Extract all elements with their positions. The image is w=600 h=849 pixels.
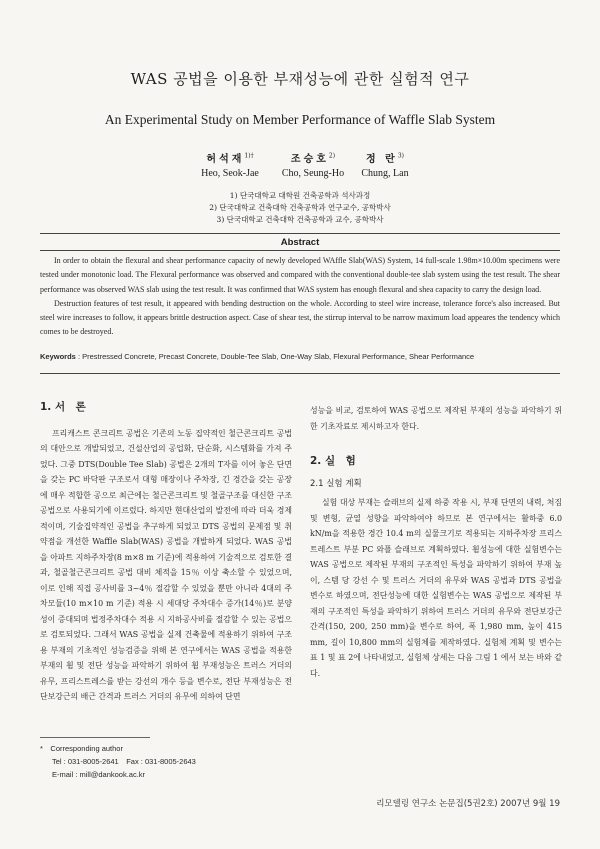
paper-title-english: An Experimental Study on Member Performance of Waffle Slab System xyxy=(104,112,496,127)
author-name-en: Chung, Lan xyxy=(361,168,409,179)
section-2-title: 2. 실 험 xyxy=(310,455,356,467)
left-column xyxy=(40,400,292,705)
author-mark: 2) xyxy=(328,152,336,160)
section-1-paragraph: 프리캐스트 콘크리트 공법은 기존의 노동 집약적인 철근콘크리트 공법의 대안으로 개발되었고, 건설산업의 공업화, 단순화, 시스템화를 가져 주었다. 그중 DTS(Double Tee Slab) 공법은 2개의 T자를 이어 놓은 단면을 갖는 PC 바닥판 구조로서 대형 매장이나 주차장, 긴 경간을 갖는 공장에 매우 적합한 공으로 최근에는 철근콘크리트 및 철골구조를 대신한 구조 공법으로 사용되기에 이르렀다. 하지만 현대산업의 발전에 따라 더욱 경제적이며, 기술집약적인 공법을 추구하게 되었고 DTS 공법의 문제점 및 취약점을 개선한 Waffle Slab(WAS) 공법을 개발하게 되었다. WAS 공법을 아파트 지하주차장(8 m×8 m 기준)에 적용하여 기술적으로 검토한 결과, 철골철근콘크리트 공법 대비 체적을 15％ 이상 축소할 수 있었으며, 이로 인해 직접 공사비를 3~4％ 절감할 수 있었을 뿐만 아니라 4대의 주차모듈(10 m×10 m 기준) 적용 시 세대당 주차대수 증가(14％)로 분양성이 증대되며 법정주차대수 적용 시 지하공사비를 절감할 수 있는 공법으로 검토되었다. 그래서 WAS 공법을 실제 건축물에 적용하기 위하여 구조용 부재의 기초적인 성능검증을 위해 본 연구에서는 WAS 공법을 적용한 부재의 휨 및 전단 성능을 파악하기 위하여 휨 부재성능은 트러스 거더의 유무, 프리스트레스를 받는 강선의 개수 등을 변수로, 전단 부재성능은 전단보강근의 배근 간격과 트러스 거더의 유무에 의하여 단면 xyxy=(40,428,292,701)
footnote-mark: * xyxy=(40,744,43,753)
section-2-1-title: 2.1 실험 계획 xyxy=(310,478,362,489)
abstract-body xyxy=(40,254,560,340)
footnote-email: E-mail : mill@dankook.ac.kr xyxy=(52,770,146,779)
abstract-heading: Abstract xyxy=(280,237,320,248)
footnote xyxy=(40,742,300,781)
abstract-paragraph: Destruction features of test result, it appeared with bending destruction on the whole. According to steel wire increase, tolerance force's also increased. But steel wire increases to follow, it appears brittle destruction aspect. Case of shear test, the stirrup interval to be narrow maximum load appeares the tendency which comes to be destroyed. xyxy=(40,298,560,337)
footnote-rule xyxy=(40,737,150,738)
right-column xyxy=(310,403,562,681)
abstract-bottom-rule xyxy=(40,373,560,374)
affiliations xyxy=(0,190,600,226)
keywords xyxy=(40,352,560,361)
journal-footer: 리모델링 연구소 논문집(5권2호) 2007년 9월 19 xyxy=(376,799,560,809)
footnote-label: Corresponding author xyxy=(50,744,123,753)
abstract-heading-rule xyxy=(40,250,560,251)
author-name-ko: 조승호 xyxy=(290,154,329,165)
author-name-en: Heo, Seok-Jae xyxy=(201,168,259,179)
author-mark: 1)† xyxy=(244,152,254,160)
author-name-ko: 정 란 xyxy=(366,154,398,165)
abstract-paragraph: In order to obtain the flexural and shear performance capacity of newly developed WAffle Slab(WAS) System, 14 full-scale 1.98m×10.00m specimens were tested under monotonic load. The Flexural performance was observed and compared with the conventional double-tee slab system using the test result. The shear performance was observed WAS slab using the test result. It was confirmed that WAS system has enough flexural and shea capacity to carry the design load. xyxy=(40,256,560,294)
affiliation-2: 2) 단국대학교 건축대학 건축공학과 연구교수, 공학박사 xyxy=(209,203,391,212)
keywords-text: : Prestressed Concrete, Precast Concrete, Double-Tee Slab, One-Way Slab, Flexural Performance, Shear Performance xyxy=(75,352,475,361)
keywords-label: Keywords xyxy=(40,352,76,361)
section-1-continuation: 성능을 비교, 검토하여 WAS 공법으로 제작된 부재의 성능을 파악하기 위한 기초자료로 제시하고자 한다. xyxy=(310,406,562,431)
author-name-en: Cho, Seung-Ho xyxy=(281,168,345,179)
section-2-paragraph: 실험 대상 부재는 슬래브의 실제 하중 작용 시, 부재 단면의 내력, 처짐 및 변형, 균열 성향을 파악하여야 하므로 본 연구에서는 활하중 6.0 kN/m을 적용한 경간 10.4 m의 실물크기로 적용되는 지하주차장 프리스트레스트 부분 PC 와플 슬래브로 계획하였다. 휨성능에 대한 실험변수는 WAS 공법으로 제작된 부재의 구조적인 특성을 파악하기 위하여 부재 높이, 스템 당 강선 수 및 트러스 거더의 유무와 WAS 공법과 DTS 공법을 변수로 하였으며, 전단성능에 대한 실험변수는 WAS 공법으로 제작된 부재의 구조적인 특성을 파악하기 위하여 트러스 거더의 유무와 전단보강근 간격(150, 200, 250 mm)을 변수로 하여, 폭 1,980 mm, 높이 415 mm, 길이 10,800 mm의 실험체를 제작하였다. 실험체 계획 및 변수는 표 1 및 표 2에 나타내었고, 실험체 상세는 다음 그림 1 에서 보는 바와 같다. xyxy=(310,498,562,678)
paper-title-korean: WAS 공법을 이용한 부재성능에 관한 실험적 연구 xyxy=(130,70,470,88)
author-mark: 3) xyxy=(397,152,404,160)
affiliation-1: 1) 단국대학교 대학원 건축공학과 석사과정 xyxy=(229,191,371,200)
footnote-tel: Tel : 031-8005-2641 Fax : 031-8005-2643 xyxy=(52,757,196,766)
author-3 xyxy=(315,150,455,179)
section-1-title: 1. 서 론 xyxy=(40,401,86,413)
author-name-ko: 허석재 xyxy=(206,154,245,165)
abstract-top-rule xyxy=(40,233,560,234)
affiliation-3: 3) 단국대학교 건축대학 건축공학과 교수, 공학박사 xyxy=(216,215,384,224)
